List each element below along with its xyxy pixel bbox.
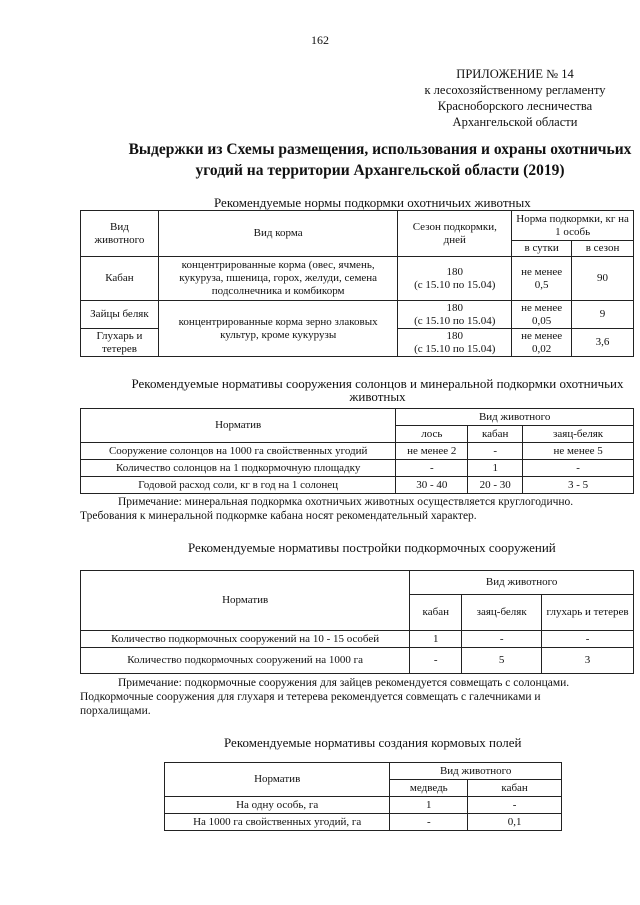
- forage-fields-table: [164, 762, 562, 831]
- table-cell: -: [542, 631, 634, 648]
- note-line: Требования к минеральной подкормке кабана носят рекомендательный характер.: [80, 510, 477, 522]
- appendix-title: ПРИЛОЖЕНИЕ № 14: [456, 67, 574, 81]
- table-cell: 180 (с 15.10 по 15.04): [398, 257, 512, 301]
- table-row: [165, 814, 562, 831]
- table-cell: 180 (с 15.10 по 15.04): [398, 329, 512, 357]
- table-cell: Кабан: [81, 257, 159, 301]
- title-line: угодий на территории Архангельской области (2019): [195, 162, 565, 179]
- note-line: Примечание: минеральная подкормка охотничьих животных осуществляется круглогодично.: [118, 496, 574, 508]
- table-cell: -: [396, 460, 468, 477]
- table-cell: Количество подкормочных сооружений на 1000 га: [81, 648, 410, 674]
- table-cell: На одну особь, га: [165, 797, 390, 814]
- header-cell: кабан: [468, 426, 523, 443]
- header-cell: Вид животного: [390, 763, 562, 780]
- table-cell: концентрированные корма (овес, ячмень, кукуруза, пшеница, горох, желуди, семена подсолнечника и комбикорм: [158, 257, 397, 301]
- table-cell: Глухарь и тетерев: [81, 329, 159, 357]
- table2-note: [80, 495, 635, 523]
- appendix-header: [395, 66, 635, 130]
- table-cell: не менее 5: [523, 443, 634, 460]
- table-cell: -: [523, 460, 634, 477]
- table-cell: не менее 0,5: [512, 257, 572, 301]
- header-cell: Норма подкормки, кг на 1 особь: [512, 211, 634, 241]
- note-line: Подкормочные сооружения для глухаря и тетерева рекомендуется совмещать с галечниками и: [80, 691, 541, 703]
- header-cell: лось: [396, 426, 468, 443]
- header-cell: заяц-беляк: [523, 426, 634, 443]
- table4-caption: Рекомендуемые нормативы создания кормовых полей: [224, 735, 522, 750]
- table1-caption: Рекомендуемые нормы подкормки охотничьих животных: [214, 195, 531, 210]
- table-row: [81, 301, 634, 329]
- header-cell: Норматив: [81, 409, 396, 443]
- caption-line: Рекомендуемые нормативы сооружения солонцов и минеральной подкормки охотничьих: [131, 376, 624, 391]
- table-cell: 30 - 40: [396, 477, 468, 494]
- feeding-norms-table: [80, 210, 634, 357]
- header-cell: кабан: [410, 595, 462, 631]
- table-cell: Количество солонцов на 1 подкормочную площадку: [81, 460, 396, 477]
- table-cell: 3: [542, 648, 634, 674]
- header-cell: Норматив: [81, 571, 410, 631]
- header-cell: заяц-беляк: [462, 595, 542, 631]
- header-cell: Вид корма: [158, 211, 397, 257]
- table-cell: концентрированные корма зерно злаковых культур, кроме кукурузы: [158, 301, 397, 357]
- header-cell: кабан: [468, 780, 562, 797]
- header-cell: Вид животного: [81, 211, 159, 257]
- page-number: 162: [311, 33, 329, 47]
- table-row: [81, 648, 634, 674]
- table-row: [165, 797, 562, 814]
- header-cell: Норматив: [165, 763, 390, 797]
- table2-caption: [120, 376, 635, 405]
- table-cell: 20 - 30: [468, 477, 523, 494]
- appendix-line: Красноборского лесничества: [437, 99, 593, 113]
- table-cell: Зайцы беляк: [81, 301, 159, 329]
- table-cell: Количество подкормочных сооружений на 10 - 15 особей: [81, 631, 410, 648]
- caption-line: животных: [349, 389, 406, 404]
- table-cell: Сооружение солонцов на 1000 га свойственных угодий: [81, 443, 396, 460]
- appendix-line: Архангельской области: [452, 115, 578, 129]
- feeding-structures-table: [80, 570, 634, 674]
- table-cell: 3 - 5: [523, 477, 634, 494]
- table-cell: Годовой расход соли, кг в год на 1 солонец: [81, 477, 396, 494]
- note-line: порхалищами.: [80, 705, 151, 717]
- salt-lick-norms-table: [80, 408, 634, 494]
- table-cell: 0,1: [468, 814, 562, 831]
- note-line: Примечание: подкормочные сооружения для зайцев рекомендуется совмещать с солонцами.: [118, 677, 570, 689]
- header-cell: в сезон: [572, 241, 634, 257]
- table-row: [81, 443, 634, 460]
- table-cell: -: [410, 648, 462, 674]
- table-row: [81, 460, 634, 477]
- header-cell: Сезон подкормки, дней: [398, 211, 512, 257]
- document-title: [90, 139, 640, 181]
- table-row: [81, 257, 634, 301]
- table3-caption: Рекомендуемые нормативы постройки подкормочных сооружений: [188, 540, 556, 555]
- table-row: [81, 631, 634, 648]
- header-cell: Вид животного: [396, 409, 634, 426]
- table-cell: 9: [572, 301, 634, 329]
- table-cell: -: [468, 443, 523, 460]
- table-cell: 1: [468, 460, 523, 477]
- table-cell: не менее 0,02: [512, 329, 572, 357]
- table-cell: 1: [390, 797, 468, 814]
- table-cell: 180 (с 15.10 по 15.04): [398, 301, 512, 329]
- table-cell: не менее 0,05: [512, 301, 572, 329]
- table-cell: -: [468, 797, 562, 814]
- header-cell: глухарь и тетерев: [542, 595, 634, 631]
- header-cell: медведь: [390, 780, 468, 797]
- table-cell: -: [390, 814, 468, 831]
- table-cell: 90: [572, 257, 634, 301]
- table-cell: 3,6: [572, 329, 634, 357]
- table-cell: 5: [462, 648, 542, 674]
- table3-note: [80, 676, 635, 718]
- table-cell: -: [462, 631, 542, 648]
- header-cell: Вид животного: [410, 571, 634, 595]
- title-line: Выдержки из Схемы размещения, использования и охраны охотничьих: [128, 141, 632, 158]
- table-cell: На 1000 га свойственных угодий, га: [165, 814, 390, 831]
- header-cell: в сутки: [512, 241, 572, 257]
- table-cell: не менее 2: [396, 443, 468, 460]
- table-row: [81, 477, 634, 494]
- table-cell: 1: [410, 631, 462, 648]
- appendix-line: к лесохозяйственному регламенту: [424, 83, 606, 97]
